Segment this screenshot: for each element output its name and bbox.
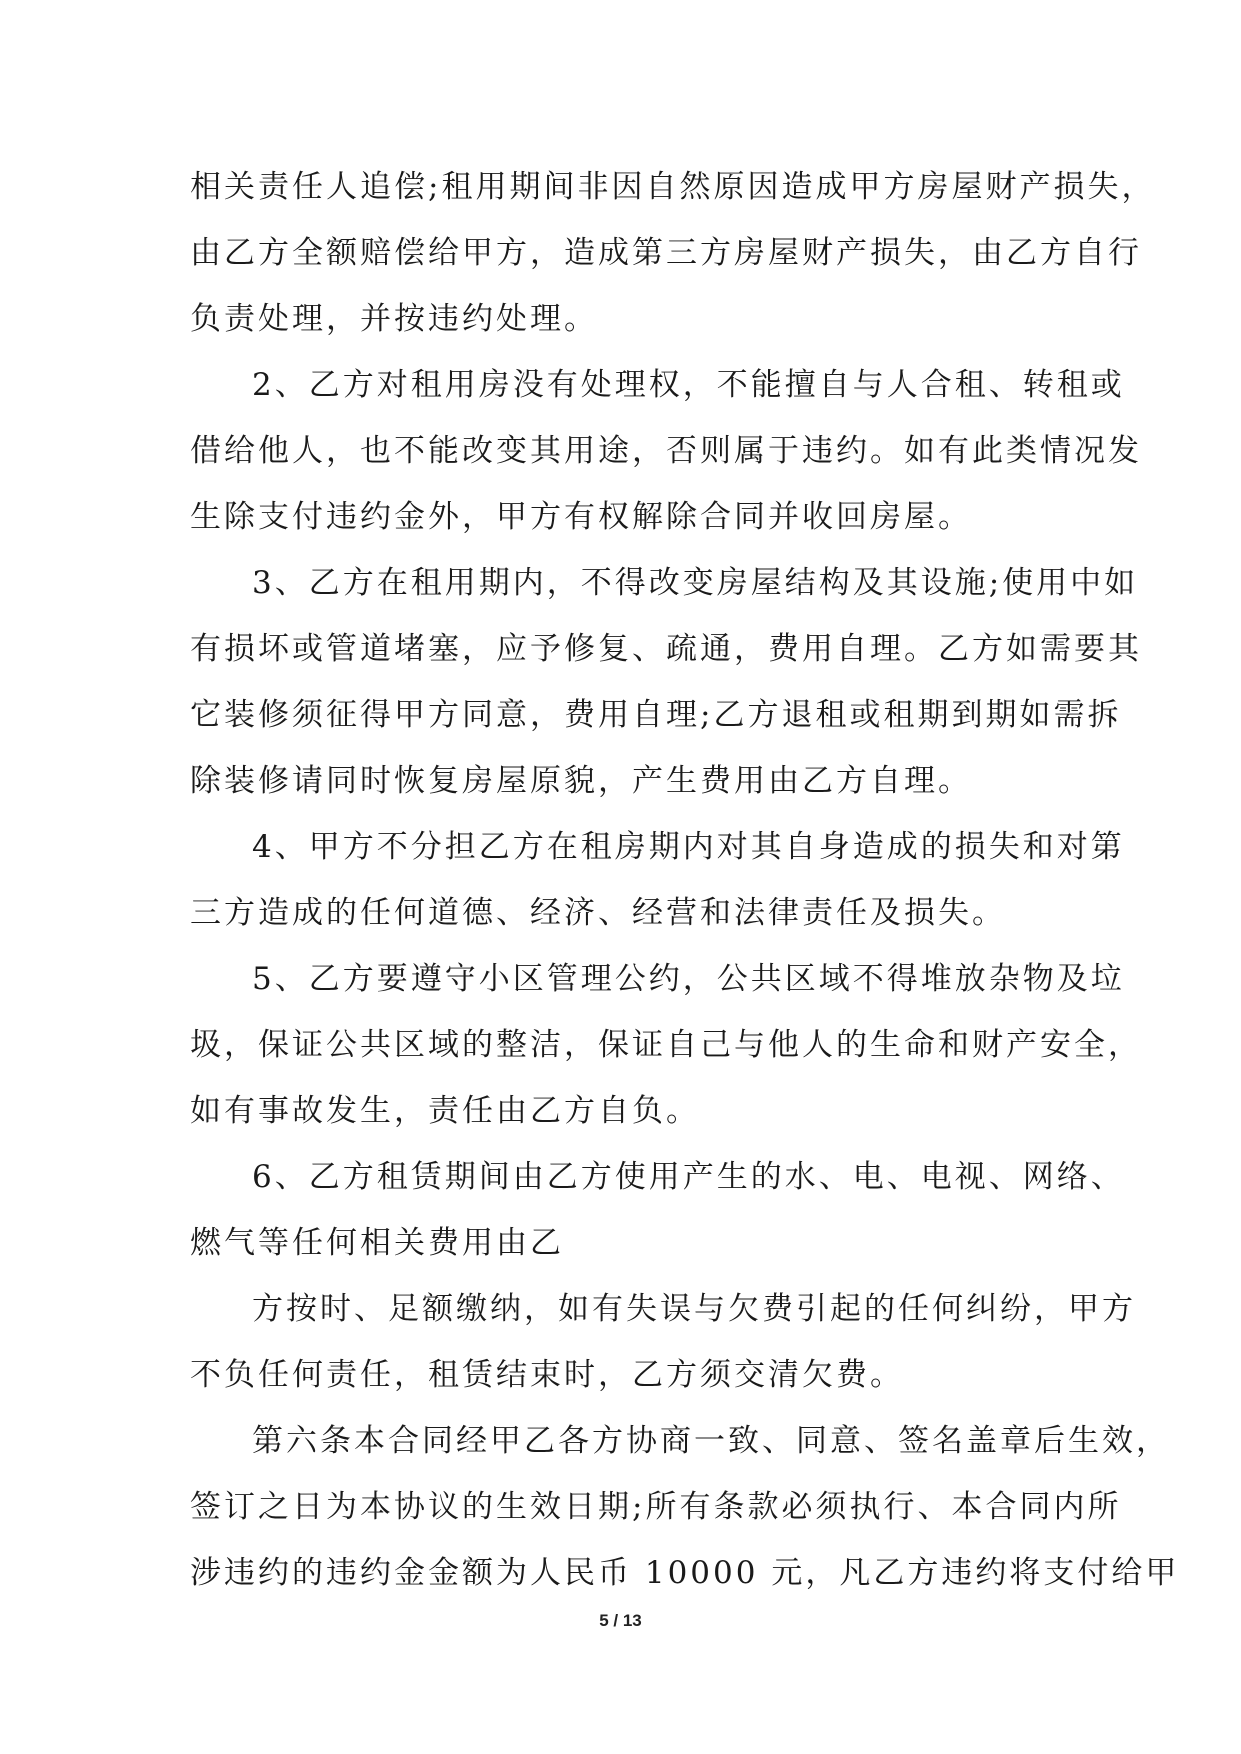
text-line: 它装修须征得甲方同意，费用自理;乙方退租或租期到期如需拆 xyxy=(190,697,1122,733)
text-line: 涉违约的违约金金额为人民币 10000 元，凡乙方违约将支付给甲 xyxy=(190,1555,1180,1591)
text-line: 负责处理，并按违约处理。 xyxy=(190,301,598,337)
clause-6-line: 6、乙方租赁期间由乙方使用产生的水、电、电视、网络、 xyxy=(252,1159,1125,1195)
article-6-line: 第六条本合同经甲乙各方协商一致、同意、签名盖章后生效， xyxy=(252,1423,1170,1459)
text-line: 燃气等任何相关费用由乙 xyxy=(190,1225,564,1261)
clause-4-line: 4、甲方不分担乙方在租房期内对其自身造成的损失和对第 xyxy=(252,829,1125,865)
clause-2-line: 2、乙方对租用房没有处理权，不能擅自与人合租、转租或 xyxy=(252,367,1125,403)
text-line: 相关责任人追偿;租用期间非因自然原因造成甲方房屋财产损失， xyxy=(190,169,1156,205)
clause-5-line: 5、乙方要遵守小区管理公约，公共区域不得堆放杂物及垃 xyxy=(252,961,1125,997)
text-line: 签订之日为本协议的生效日期;所有条款必须执行、本合同内所 xyxy=(190,1489,1122,1525)
text-line: 除装修请同时恢复房屋原貌，产生费用由乙方自理。 xyxy=(190,763,972,799)
text-line: 不负任何责任，租赁结束时，乙方须交清欠费。 xyxy=(190,1357,904,1393)
document-body xyxy=(190,154,1180,1606)
text-line: 有损坏或管道堵塞，应予修复、疏通，费用自理。乙方如需要其 xyxy=(190,631,1142,667)
text-line: 生除支付违约金外，甲方有权解除合同并收回房屋。 xyxy=(190,499,972,535)
text-line: 圾，保证公共区域的整洁，保证自己与他人的生命和财产安全， xyxy=(190,1027,1142,1063)
paragraph-line: 方按时、足额缴纳，如有失误与欠费引起的任何纠纷，甲方 xyxy=(252,1291,1136,1327)
text-line: 由乙方全额赔偿给甲方，造成第三方房屋财产损失，由乙方自行 xyxy=(190,235,1142,271)
text-line: 三方造成的任何道德、经济、经营和法律责任及损失。 xyxy=(190,895,1006,931)
clause-3-line: 3、乙方在租用期内，不得改变房屋结构及其设施;使用中如 xyxy=(252,565,1139,601)
text-line: 借给他人，也不能改变其用途，否则属于违约。如有此类情况发 xyxy=(190,433,1142,469)
page-number: 5 / 13 xyxy=(599,1611,642,1630)
text-line: 如有事故发生，责任由乙方自负。 xyxy=(190,1093,700,1129)
